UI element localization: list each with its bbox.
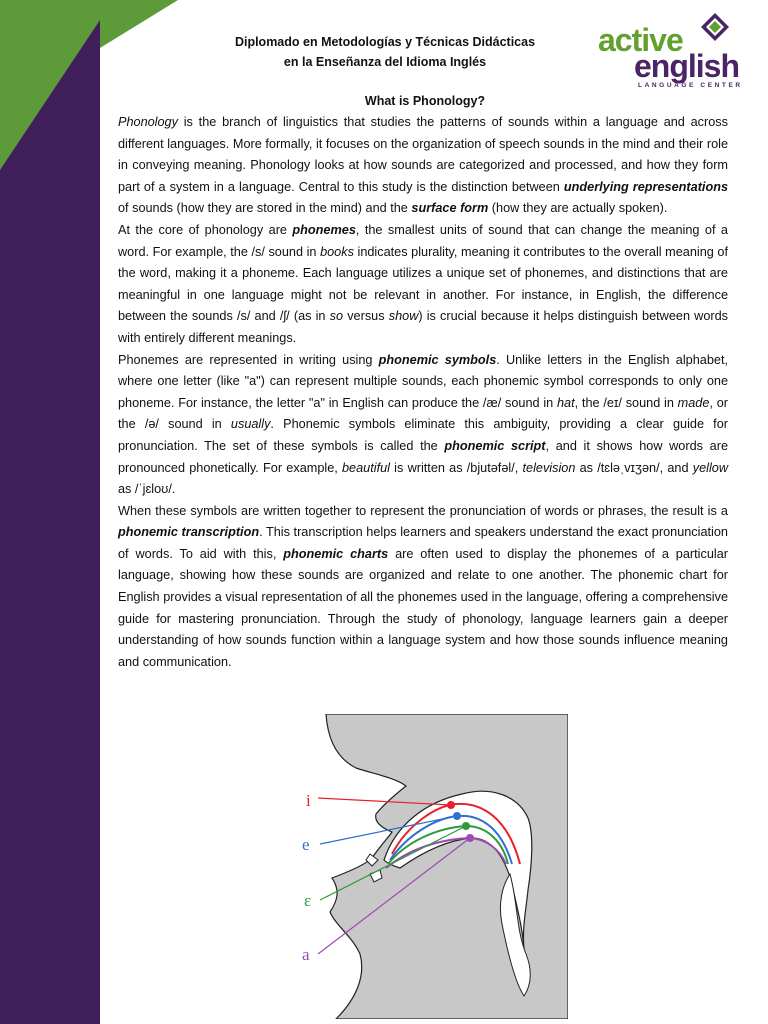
text: of sounds (how they are stored in the mind) and the (118, 201, 412, 216)
text: versus (343, 309, 389, 324)
text: . Phonemic symbols eliminate this ambiguity, providing a clear guide for pronunciation. The set of these symbols is called the (118, 417, 728, 453)
text: (how they are actually spoken). (488, 201, 668, 216)
vowel-tongue-diagram (296, 714, 568, 1019)
term-phonemic-script: phonemic script (444, 438, 546, 453)
paragraph-1 (118, 112, 728, 220)
text: , or the /ə/ sound in (118, 395, 728, 432)
example-word: beautiful (342, 460, 390, 475)
label-i: i (306, 791, 311, 810)
header-line-1: Diplomado en Metodologías y Técnicas Didácticas (234, 35, 536, 49)
term-phonemic-charts: phonemic charts (283, 546, 389, 561)
head-silhouette (326, 714, 568, 1019)
text: ) is crucial because it helps distinguish between words with entirely different meanings. (118, 309, 729, 345)
logo-diamond-icon (700, 12, 730, 42)
example-word: books (320, 244, 354, 259)
page-title: What is Phonology? (364, 94, 486, 108)
text: Phonemes are represented in writing using (118, 352, 379, 367)
example-word: hat (557, 395, 575, 410)
term-surface-form: surface form (411, 201, 489, 216)
paragraph-2 (118, 220, 728, 350)
label-a: a (302, 945, 310, 964)
term-phonemes: phonemes (292, 222, 356, 237)
label-e: e (302, 835, 310, 854)
term-phonemic-symbols: phonemic symbols (378, 352, 497, 367)
text: At the core of phonology are (118, 222, 293, 237)
side-band (0, 0, 100, 1024)
example-word: television (522, 460, 576, 475)
term-phonemic-transcription: phonemic transcription (118, 525, 260, 540)
text: as /ˈjɛloʊ/. (118, 482, 176, 497)
text: as /tɛləˌvɪʒən/, and (575, 460, 693, 475)
active-english-logo (598, 12, 748, 92)
logo-word-english: english (634, 48, 740, 84)
text: is the branch of linguistics that studies the patterns of sounds within a language and across different languages. More formally, it focuses on the organization of speech sounds in the mind and their role in conveying meaning. Phonology looks at how sounds are categorized and processed, and how they form part of a system in a language. Central to this study is the distinction between (118, 115, 728, 194)
example-word: yellow (692, 460, 728, 475)
text: When these symbols are written together to represent the pronunciation of words or phrases, the result is a (118, 503, 728, 518)
text: , the smallest units of sound that can change the meaning of a word. For example, the /s/ sound in (118, 222, 728, 259)
logo-word-active: active (598, 22, 683, 58)
logo-tagline: LANGUAGE CENTER (638, 82, 743, 89)
text: , and it shows how words are pronounced phonetically. For example, (118, 438, 728, 475)
paragraph-3 (118, 350, 728, 501)
text: . Unlike letters in the English alphabet, where one letter (like "a") can represent multiple sounds, each phonemic symbol corresponds to only one phoneme. For instance, the letter "a" in English can produce the /æ/ sound in (118, 352, 728, 410)
green-corner (100, 0, 180, 50)
text: . This transcription helps learners and speakers understand the exact pronunciation of words. To aid with this, (118, 525, 728, 561)
paragraph-4 (118, 501, 728, 674)
header-line-2: en la Enseñanza del Idioma Inglés (283, 55, 487, 69)
text: are often used to display the phonemes of a particular language, showing how these sounds are organized and relate to one another. The phonemic chart for English provides a visual representation of all the phonemes used in the language, offering a comprehensive guide for mastering pronunciation. Through the study of phonology, language learners gain a deeper understanding of how sounds function within a language system and how those sounds influence meaning and communication. (118, 546, 728, 669)
text: indicates plurality, meaning it contributes to the overall meaning of the word, making it a phoneme. Each language utilizes a unique set of phonemes, and distinctions that are meaningful in one language might not be relevant in another. For instance, in English, the difference between the sounds /s/ and /ʃ/ (as in (118, 244, 728, 324)
text: , the /eɪ/ sound in (574, 395, 678, 410)
example-word: show (388, 309, 419, 324)
term-phonology: Phonology (118, 115, 178, 129)
label-eps: ɛ (304, 891, 312, 910)
article-body (118, 112, 728, 673)
example-word: so (329, 309, 344, 324)
example-word: usually (230, 417, 271, 432)
course-header (170, 32, 600, 72)
example-word: made (677, 395, 710, 410)
text: is written as /bjutəfəl/, (389, 460, 523, 475)
term-underlying-representations: underlying representations (563, 179, 728, 194)
